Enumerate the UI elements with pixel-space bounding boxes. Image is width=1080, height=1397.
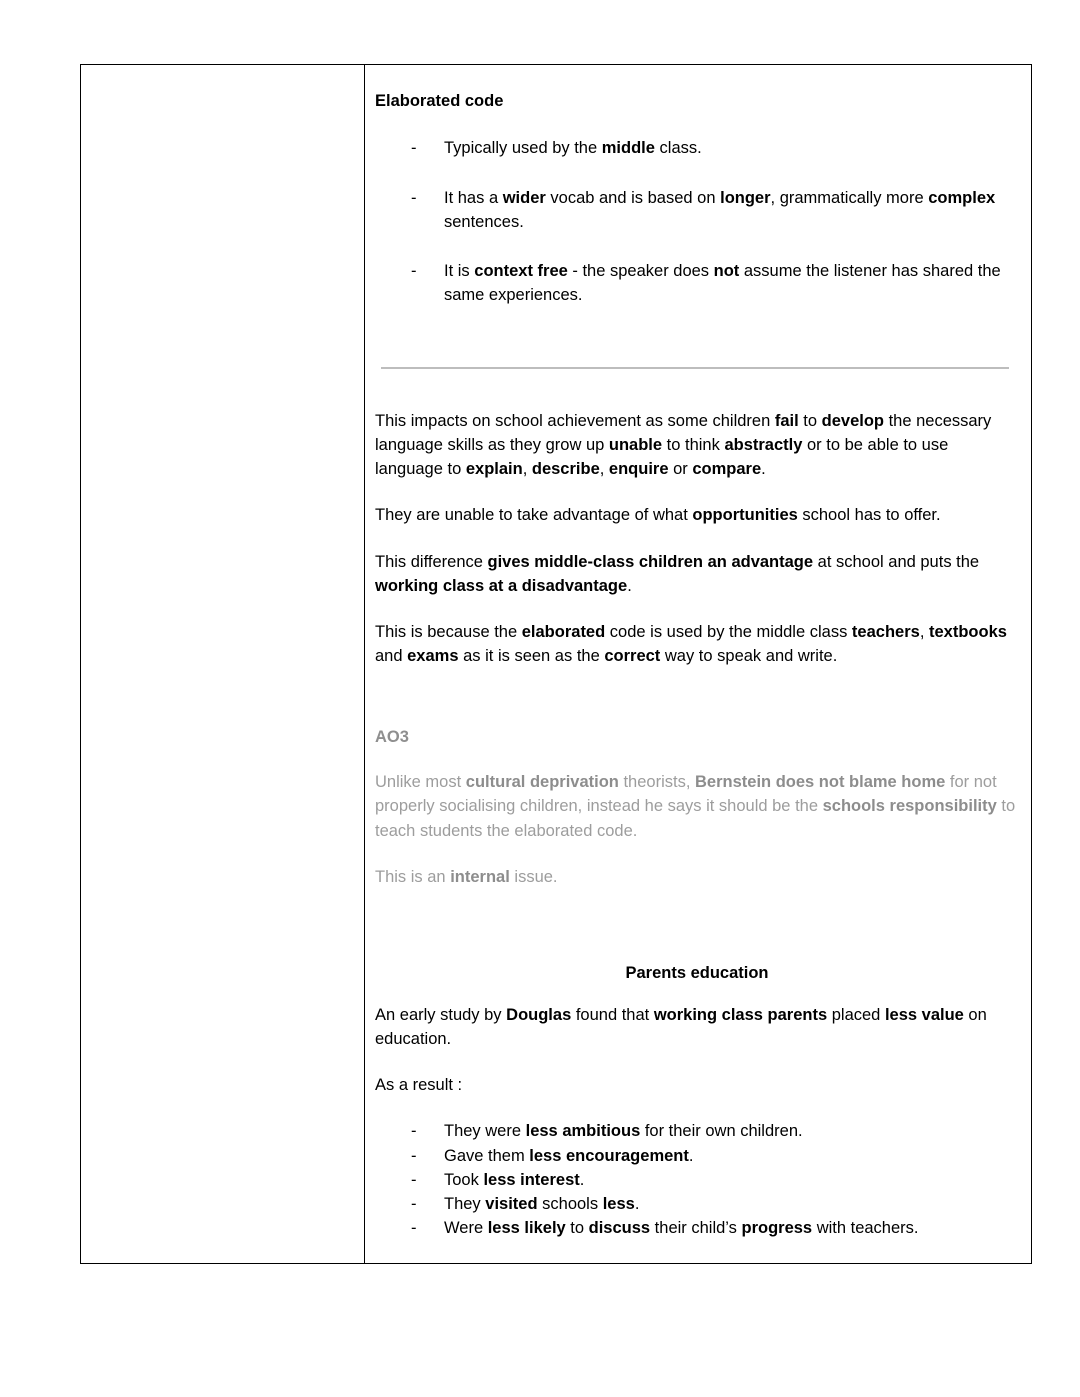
label-ao3: AO3 (375, 727, 409, 746)
table-cell-right-content (365, 65, 1032, 1264)
spacer (375, 911, 1019, 963)
list-item: - They were less ambitious for their own children. (375, 1119, 1019, 1143)
spacer (375, 985, 1019, 1003)
paragraph-douglas-study: An early study by Douglas found that working class parents placed less value on education. (375, 1005, 987, 1048)
content-table (80, 64, 1032, 1264)
paragraph-elaborated-correct: This is because the elaborated code is used by the middle class teachers, textbooks and exams as it is seen as the correct way to speak and write. (375, 623, 1007, 666)
list-item: - They visited schools less. (375, 1192, 1019, 1216)
heading-elaborated-code: Elaborated code (375, 92, 504, 110)
elaborated-code-bullet-list (375, 136, 1019, 307)
paragraph-ao3-bernstein: Unlike most cultural deprivation theorists, Bernstein does not blame home for not properly socialising children, instead he says it should be the schools responsibility to teach students the elaborated code. (375, 773, 1016, 840)
table-cell-left-empty (81, 65, 365, 1264)
spacer (375, 691, 1019, 727)
list-item: - Took less interest. (375, 1168, 1019, 1192)
section-divider-rule (381, 367, 1009, 369)
paragraph-advantage: This difference gives middle-class children an advantage at school and puts the working class at a disadvantage. (375, 552, 980, 595)
list-item: - Gave them less encouragement. (375, 1144, 1019, 1168)
list-item: - Typically used by the middle class. (375, 136, 1019, 160)
paragraph-ao3-internal: This is an internal issue. (375, 867, 558, 886)
list-item: - It has a wider vocab and is based on longer, grammatically more complex sentences. (375, 186, 1019, 235)
paragraph-language-skills: This impacts on school achievement as some children fail to develop the necessary language skills as they grow up unable to think abstractly or to be able to use language to explain, describe, enquire or compare. (375, 411, 992, 479)
list-item: - It is context free - the speaker does not assume the listener has shared the same experiences. (375, 259, 1019, 308)
paragraph-as-a-result: As a result : (375, 1076, 463, 1095)
heading-parents-education: Parents education (625, 964, 769, 983)
list-item: - Were less likely to discuss their child’s progress with teachers. (375, 1216, 1019, 1240)
table-row (81, 65, 1032, 1264)
paragraph-opportunities: They are unable to take advantage of what opportunities school has to offer. (375, 506, 941, 525)
spacer (375, 118, 1019, 136)
parents-education-bullet-list (375, 1119, 1019, 1240)
